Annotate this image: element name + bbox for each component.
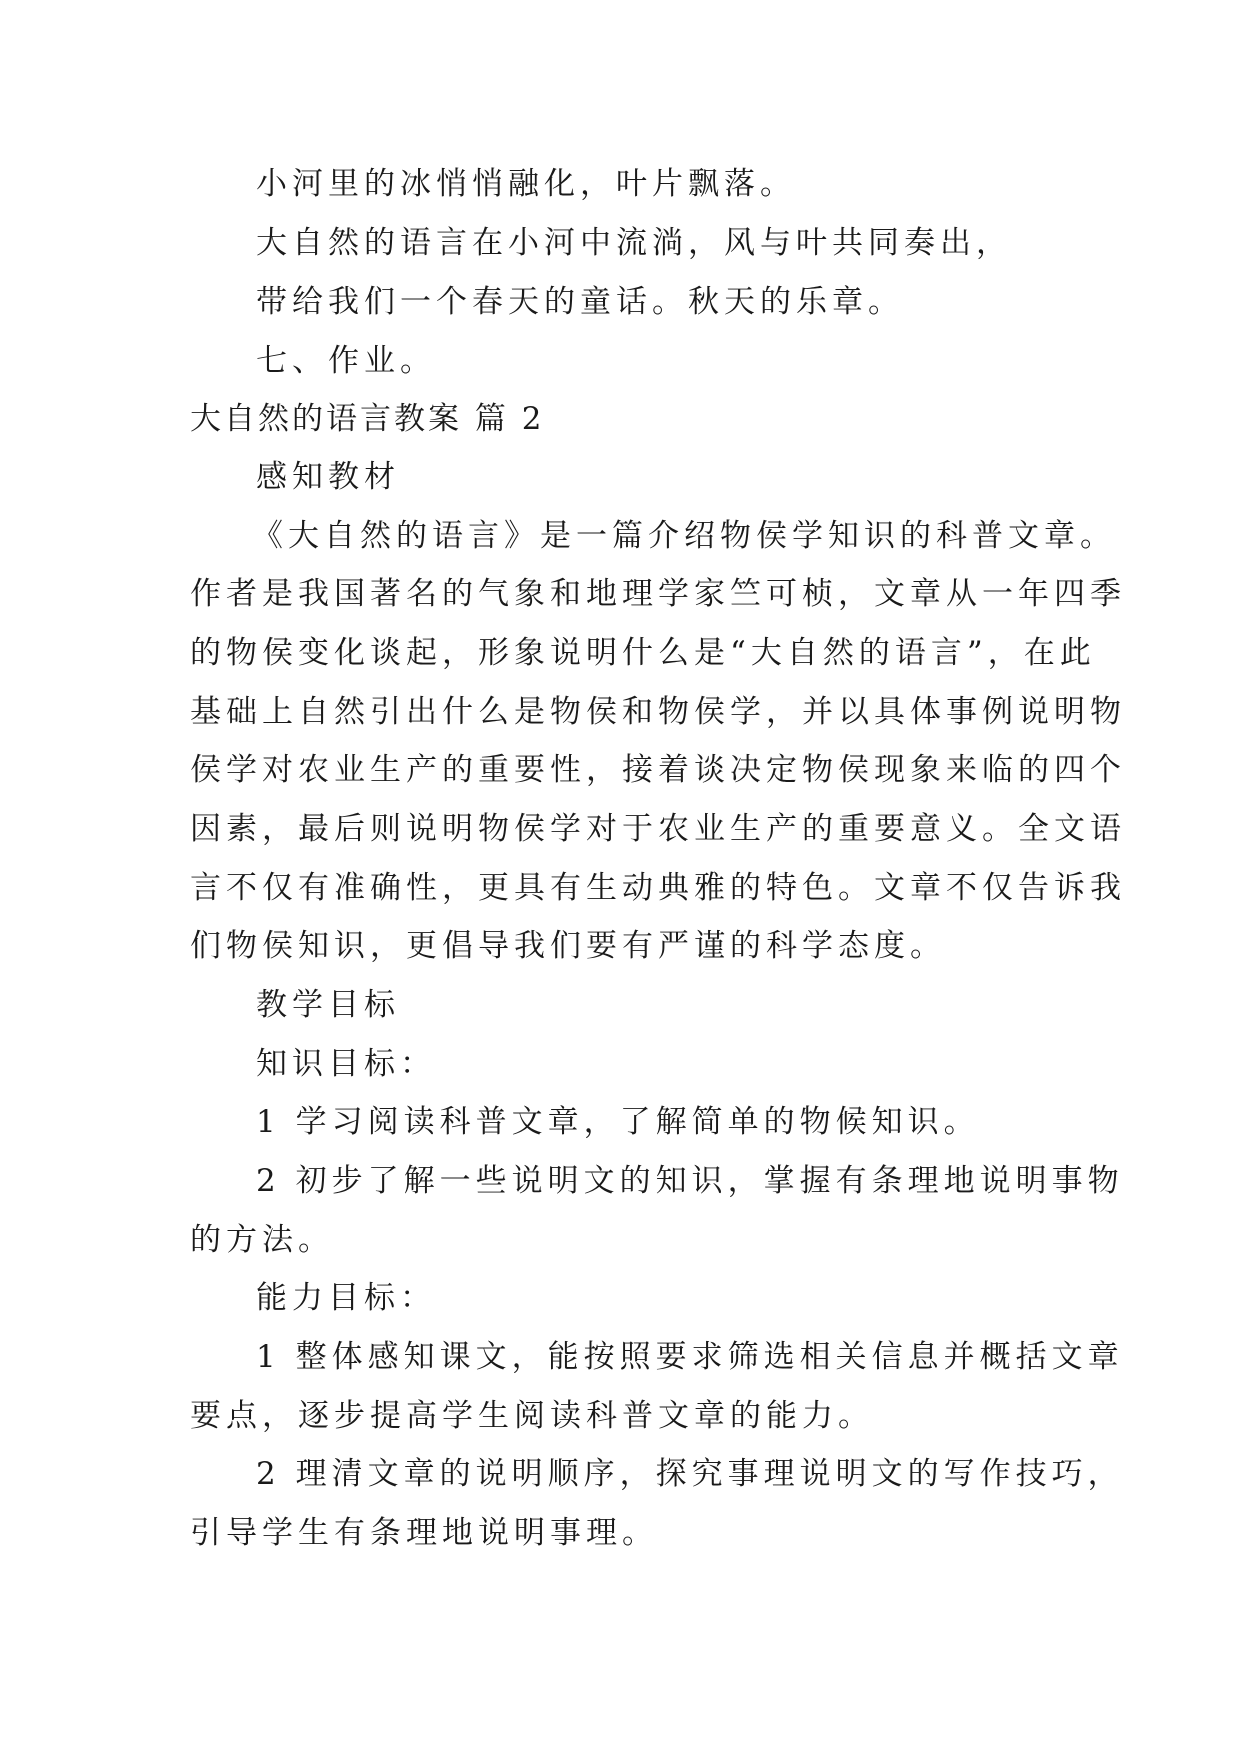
paragraph-line: 带给我们一个春天的童话。秋天的乐章。 <box>256 284 904 320</box>
subheading: 能力目标： <box>256 1280 436 1316</box>
section-heading: 大自然的语言教案 篇 2 <box>190 401 545 437</box>
subheading: 教学目标 <box>256 987 400 1023</box>
paragraph-line: 引导学生有条理地说明事理。 <box>190 1515 658 1551</box>
list-item: 2 初步了解一些说明文的知识，掌握有条理地说明事物 <box>256 1163 1124 1199</box>
paragraph-line: 言不仅有准确性，更具有生动典雅的特色。文章不仅告诉我 <box>190 870 1126 906</box>
list-item: 1 整体感知课文，能按照要求筛选相关信息并概括文章 <box>256 1339 1124 1375</box>
subheading: 知识目标： <box>256 1046 436 1082</box>
paragraph-line: 大自然的语言在小河中流淌，风与叶共同奏出， <box>256 225 1012 261</box>
paragraph-line: 因素，最后则说明物侯学对于农业生产的重要意义。全文语 <box>190 811 1126 847</box>
subheading: 感知教材 <box>256 459 400 495</box>
paragraph-line: 的方法。 <box>190 1222 334 1258</box>
paragraph-line: 作者是我国著名的气象和地理学家竺可桢，文章从一年四季 <box>190 576 1126 612</box>
paragraph-line: 们物侯知识，更倡导我们要有严谨的科学态度。 <box>190 928 946 964</box>
list-item: 1 学习阅读科普文章，了解简单的物候知识。 <box>256 1104 980 1140</box>
paragraph-line: 的物侯变化谈起，形象说明什么是“大自然的语言”，在此 <box>190 635 1096 671</box>
paragraph-line: 侯学对农业生产的重要性，接着谈决定物侯现象来临的四个 <box>190 752 1126 788</box>
paragraph-line: 基础上自然引出什么是物侯和物侯学，并以具体事例说明物 <box>190 694 1126 730</box>
paragraph-line: 《大自然的语言》是一篇介绍物侯学知识的科普文章。 <box>252 518 1116 554</box>
paragraph-line: 七、作业。 <box>256 343 436 379</box>
list-item: 2 理清文章的说明顺序，探究事理说明文的写作技巧， <box>256 1456 1124 1492</box>
paragraph-line: 要点，逐步提高学生阅读科普文章的能力。 <box>190 1398 874 1434</box>
paragraph-line: 小河里的冰悄悄融化，叶片飘落。 <box>256 166 796 202</box>
